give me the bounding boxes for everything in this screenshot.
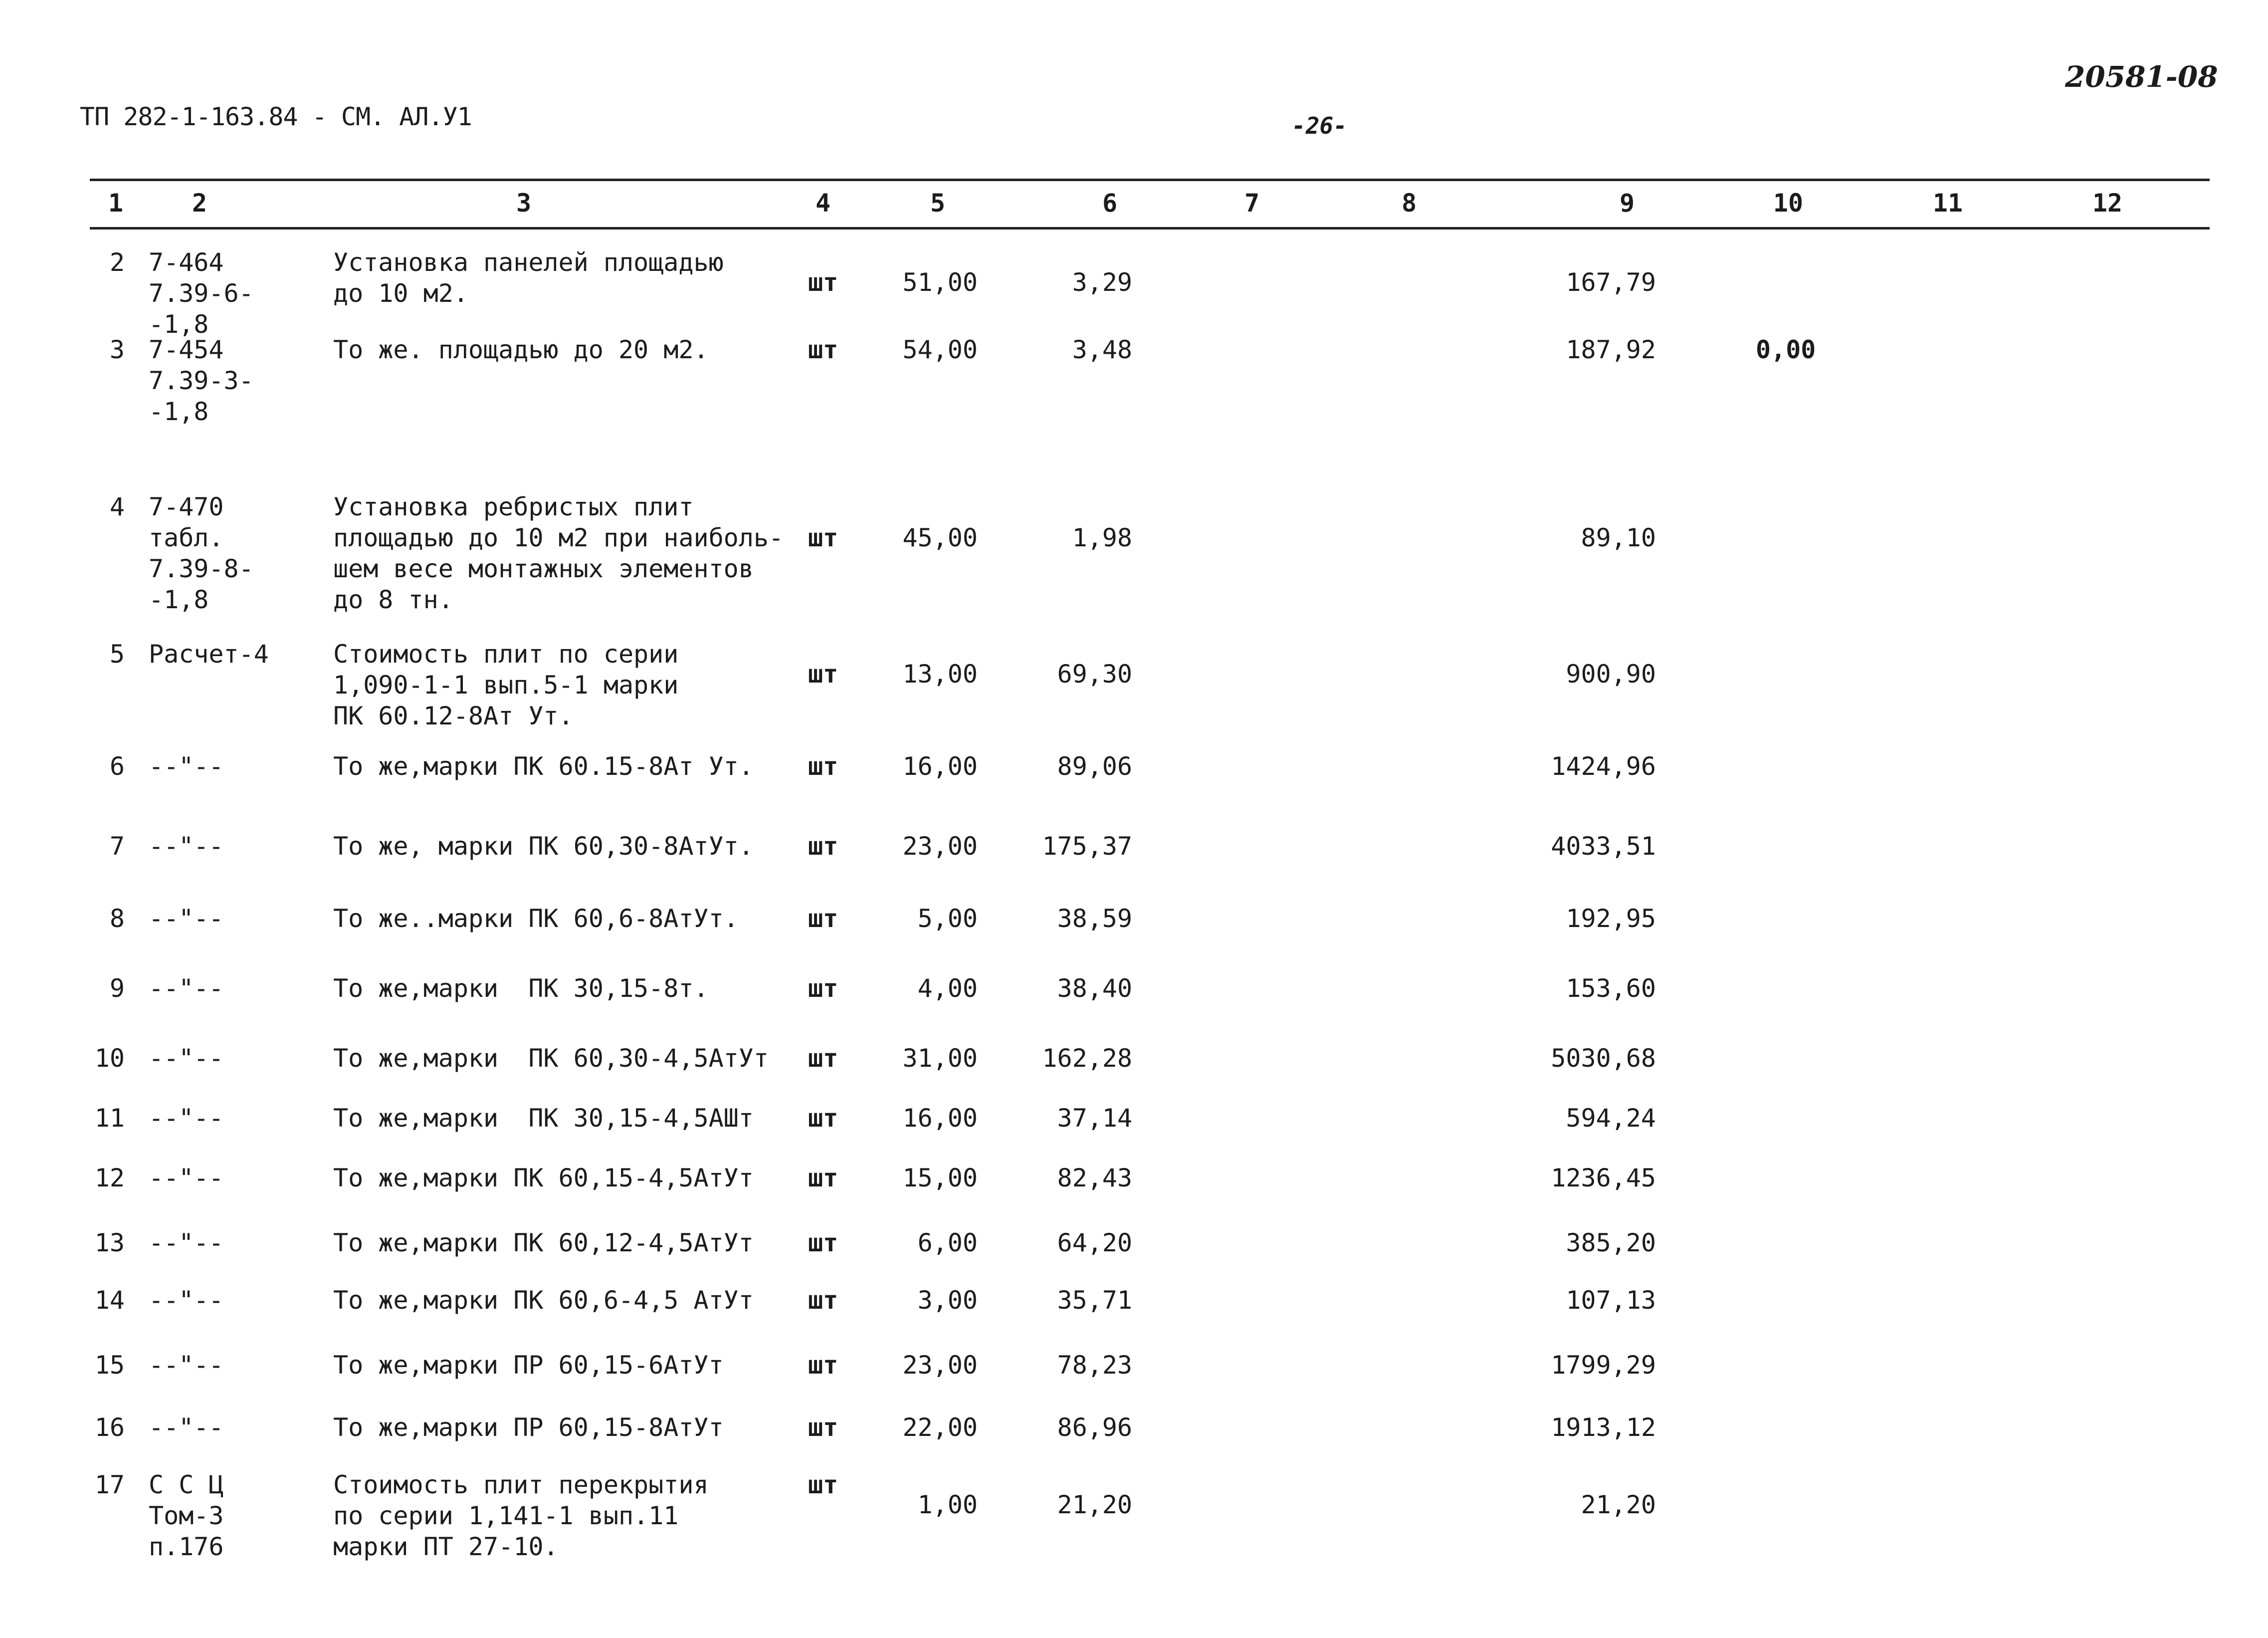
row-unit-price: 38,59 <box>1057 904 1132 933</box>
row-code: --"-- <box>149 904 224 933</box>
row-unit: шт <box>808 268 838 297</box>
row-unit-price: 38,40 <box>1057 974 1132 1003</box>
row-unit-price: 89,06 <box>1057 752 1132 781</box>
row-total: 5030,68 <box>1551 1044 1656 1073</box>
row-total: 21,20 <box>1581 1490 1656 1519</box>
row-number: 2 <box>109 248 125 277</box>
row-description: Установка ребристых плит площадью до 10 м2 при наиболь- шем весе монтажных элементов до 8 тн. <box>333 492 784 614</box>
row-number: 17 <box>94 1470 125 1499</box>
row-description: Стоимость плит перекрытия по серии 1,141-1 вып.11 марки ПТ 27-10. <box>333 1470 709 1561</box>
row-code: 7-464 7.39-6- -1,8 <box>149 248 254 339</box>
row-code: --"-- <box>149 1044 224 1073</box>
row-unit-price: 35,71 <box>1057 1286 1132 1315</box>
row-quantity: 22,00 <box>902 1413 978 1442</box>
row-total: 153,60 <box>1566 974 1656 1003</box>
row-number: 15 <box>94 1351 125 1380</box>
row-quantity: 5,00 <box>917 904 978 933</box>
row-code: --"-- <box>149 752 224 781</box>
row-unit: шт <box>808 1228 838 1257</box>
row-quantity: 51,00 <box>902 268 978 297</box>
column-header: 2 <box>192 189 207 218</box>
row-description: То же,марки ПК 60,12-4,5АтУт <box>333 1228 754 1257</box>
document-code: ТП 282-1-163.84 - СМ. АЛ.У1 <box>80 102 472 131</box>
row-description: То же,марки ПК 60.15-8Ат Ут. <box>333 752 754 781</box>
row-total: 900,90 <box>1566 660 1656 689</box>
row-unit-price: 64,20 <box>1057 1228 1132 1257</box>
row-unit: шт <box>808 523 838 552</box>
row-description: То же,марки ПК 60,30-4,5АтУт <box>333 1044 769 1073</box>
row-code: --"-- <box>149 1104 224 1133</box>
row-total: 1236,45 <box>1551 1164 1656 1192</box>
table-header-rule <box>90 227 2210 230</box>
row-unit-price: 3,48 <box>1072 335 1132 364</box>
row-unit-price: 82,43 <box>1057 1164 1132 1192</box>
row-unit-price: 21,20 <box>1057 1490 1132 1519</box>
row-unit: шт <box>808 1351 838 1380</box>
row-number: 13 <box>94 1228 125 1257</box>
column-header: 9 <box>1619 189 1635 218</box>
row-unit: шт <box>808 335 838 364</box>
row-total: 1424,96 <box>1551 752 1656 781</box>
row-unit-price: 78,23 <box>1057 1351 1132 1380</box>
row-code: --"-- <box>149 974 224 1003</box>
column-header: 12 <box>2092 189 2123 218</box>
column-header: 10 <box>1773 189 1804 218</box>
row-unit: шт <box>808 660 838 689</box>
row-code: С С Ц Том-3 п.176 <box>149 1470 224 1561</box>
row-unit-price: 69,30 <box>1057 660 1132 689</box>
row-code: 7-470 табл. 7.39-8- -1,8 <box>149 492 254 614</box>
row-quantity: 23,00 <box>902 832 978 861</box>
row-description: То же. площадью до 20 м2. <box>333 335 709 364</box>
row-number: 9 <box>109 974 125 1003</box>
row-total: 1799,29 <box>1551 1351 1656 1380</box>
column-header: 4 <box>815 189 831 218</box>
row-total: 1913,12 <box>1551 1413 1656 1442</box>
row-number: 3 <box>109 335 125 364</box>
row-description: То же,марки ПК 60,15-4,5АтУт <box>333 1164 754 1192</box>
handwritten-stamp: 20581-08 <box>2065 60 2218 94</box>
row-unit: шт <box>808 904 838 933</box>
row-number: 16 <box>94 1413 125 1442</box>
row-description: То же, марки ПК 60,30-8АтУт. <box>333 832 754 861</box>
row-total: 187,92 <box>1566 335 1656 364</box>
row-quantity: 1,00 <box>917 1490 978 1519</box>
row-number: 14 <box>94 1286 125 1315</box>
row-quantity: 13,00 <box>902 660 978 689</box>
row-number: 7 <box>109 832 125 861</box>
row-code: --"-- <box>149 1413 224 1442</box>
row-quantity: 15,00 <box>902 1164 978 1192</box>
page-number: -26- <box>1292 112 1347 139</box>
row-unit-price: 86,96 <box>1057 1413 1132 1442</box>
row-col10-value: 0,00 <box>1756 335 1816 364</box>
row-total: 167,79 <box>1566 268 1656 297</box>
row-unit-price: 1,98 <box>1072 523 1132 552</box>
row-unit: шт <box>808 1286 838 1315</box>
row-number: 8 <box>109 904 125 933</box>
row-total: 107,13 <box>1566 1286 1656 1315</box>
row-code: Расчет-4 <box>149 640 269 669</box>
row-quantity: 54,00 <box>902 335 978 364</box>
row-number: 6 <box>109 752 125 781</box>
row-unit-price: 162,28 <box>1042 1044 1132 1073</box>
row-description: То же,марки ПК 30,15-4,5АШт <box>333 1104 754 1133</box>
column-header: 8 <box>1401 189 1417 218</box>
row-description: Стоимость плит по серии 1,090-1-1 вып.5-1 марки ПК 60.12-8Ат Ут. <box>333 640 679 730</box>
row-unit: шт <box>808 1044 838 1073</box>
row-description: Установка панелей площадью до 10 м2. <box>333 248 724 308</box>
column-header: 11 <box>1932 189 1963 218</box>
row-description: То же,марки ПК 30,15-8т. <box>333 974 709 1003</box>
row-description: То же,марки ПК 60,6-4,5 АтУт <box>333 1286 754 1315</box>
row-unit: шт <box>808 832 838 861</box>
row-code: --"-- <box>149 1351 224 1380</box>
row-quantity: 6,00 <box>917 1228 978 1257</box>
row-description: То же,марки ПР 60,15-8АтУт <box>333 1413 724 1442</box>
row-unit: шт <box>808 1164 838 1192</box>
row-code: --"-- <box>149 1286 224 1315</box>
column-header: 5 <box>930 189 946 218</box>
row-number: 4 <box>109 492 125 521</box>
row-total: 4033,51 <box>1551 832 1656 861</box>
row-total: 594,24 <box>1566 1104 1656 1133</box>
row-quantity: 3,00 <box>917 1286 978 1315</box>
row-number: 11 <box>94 1104 125 1133</box>
row-quantity: 16,00 <box>902 752 978 781</box>
row-code: --"-- <box>149 832 224 861</box>
column-header: 3 <box>516 189 532 218</box>
row-code: --"-- <box>149 1228 224 1257</box>
column-header: 6 <box>1102 189 1118 218</box>
row-unit-price: 3,29 <box>1072 268 1132 297</box>
row-number: 5 <box>109 640 125 669</box>
row-description: То же,марки ПР 60,15-6АтУт <box>333 1351 724 1380</box>
row-unit: шт <box>808 1413 838 1442</box>
row-quantity: 31,00 <box>902 1044 978 1073</box>
row-total: 89,10 <box>1581 523 1656 552</box>
row-code: 7-454 7.39-3- -1,8 <box>149 335 254 426</box>
row-number: 12 <box>94 1164 125 1192</box>
row-number: 10 <box>94 1044 125 1073</box>
column-header: 1 <box>108 189 124 218</box>
row-unit: шт <box>808 752 838 781</box>
row-unit: шт <box>808 1470 838 1499</box>
row-total: 385,20 <box>1566 1228 1656 1257</box>
row-total: 192,95 <box>1566 904 1656 933</box>
row-code: --"-- <box>149 1164 224 1192</box>
row-quantity: 23,00 <box>902 1351 978 1380</box>
column-header: 7 <box>1244 189 1260 218</box>
table-top-rule <box>90 179 2210 181</box>
row-unit-price: 175,37 <box>1042 832 1132 861</box>
row-unit-price: 37,14 <box>1057 1104 1132 1133</box>
row-quantity: 4,00 <box>917 974 978 1003</box>
row-unit: шт <box>808 974 838 1003</box>
row-quantity: 16,00 <box>902 1104 978 1133</box>
row-unit: шт <box>808 1104 838 1133</box>
row-description: То же..марки ПК 60,6-8АтУт. <box>333 904 739 933</box>
row-quantity: 45,00 <box>902 523 978 552</box>
